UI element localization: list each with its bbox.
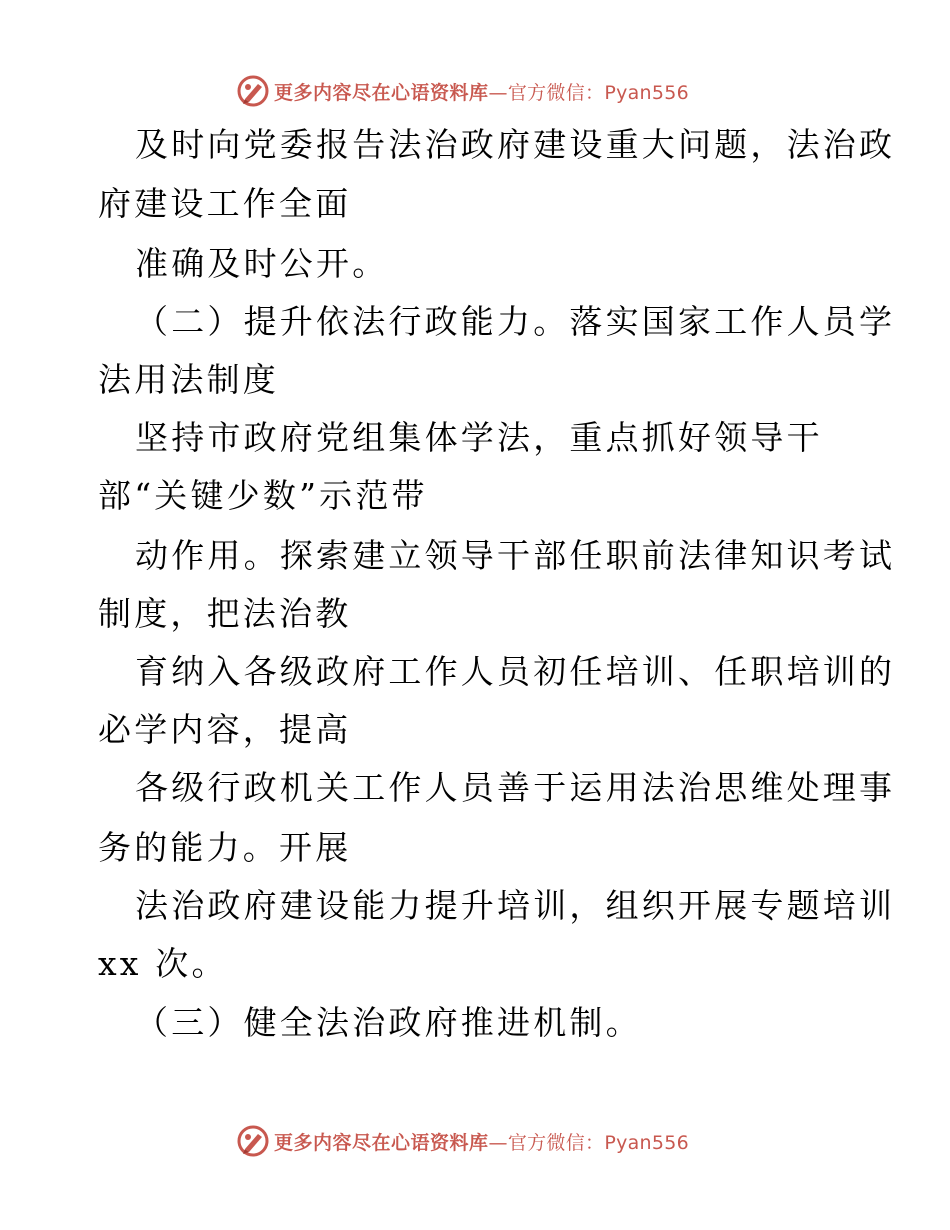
section-heading: （二）提升依法行政能力。落实国家工作人员学 (135, 302, 896, 341)
pen-logo-icon (236, 1124, 270, 1158)
text-line: 法用法制度 (98, 360, 279, 399)
text-line: 育纳入各级政府工作人员初任培训、任职培训的 (135, 652, 896, 691)
text-line: 各级行政机关工作人员善于运用法治思维处理事 (135, 768, 896, 807)
text-line: 部“关键少数”示范带 (98, 476, 428, 515)
text-line: 务的能力。开展 (98, 828, 352, 867)
text-line: xx 次。 (98, 944, 228, 983)
watermark-contact: —官方微信：Pyan556 (488, 81, 690, 104)
text-line: 必学内容，提高 (98, 710, 352, 749)
text-line: 法治政府建设能力提升培训，组织开展专题培训 (135, 886, 896, 925)
section-heading: （三）健全法治政府推进机制。 (135, 1003, 642, 1042)
watermark-contact: —官方微信：Pyan556 (488, 1131, 690, 1154)
text-line: 动作用。探索建立领导干部任职前法律知识考试 (135, 536, 896, 575)
text-line: 准确及时公开。 (135, 244, 389, 283)
watermark-footer (236, 1124, 689, 1158)
text-line: 制度，把法治教 (98, 594, 352, 633)
watermark-brand: 更多内容尽在心语资料库 (274, 81, 489, 104)
text-line: 府建设工作全面 (98, 184, 352, 223)
text-line: 坚持市政府党组集体学法，重点抓好领导干 (135, 418, 823, 457)
pen-logo-icon (236, 74, 270, 108)
watermark-header (236, 74, 689, 108)
text-line: 及时向党委报告法治政府建设重大问题，法治政 (135, 125, 896, 164)
watermark-brand: 更多内容尽在心语资料库 (274, 1131, 489, 1154)
